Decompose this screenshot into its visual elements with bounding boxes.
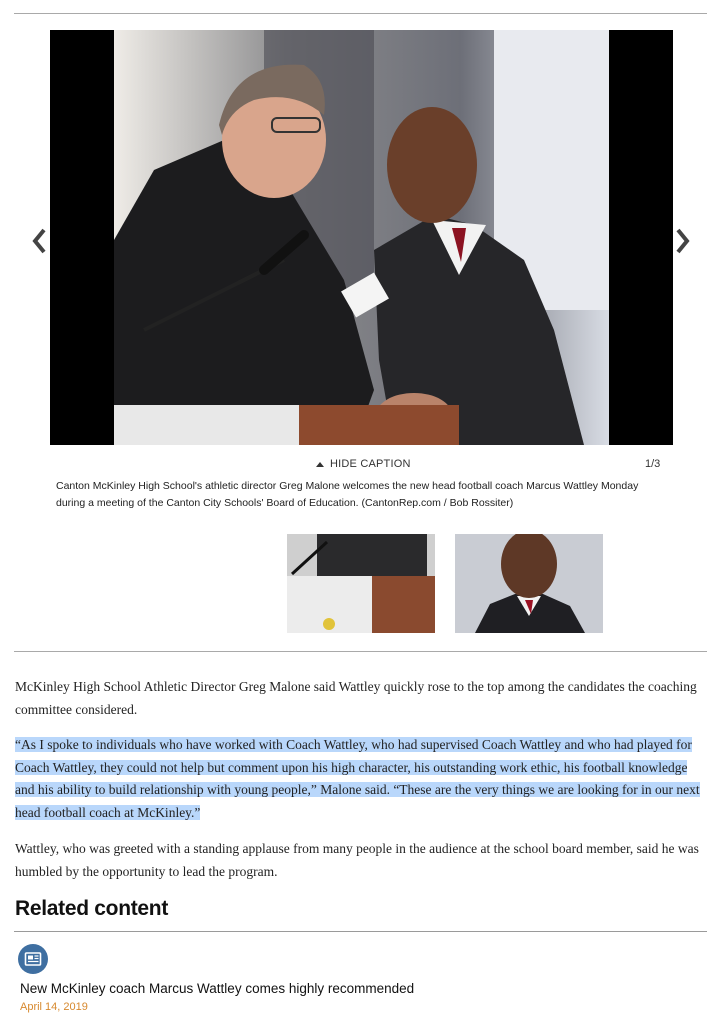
top-divider <box>14 13 707 14</box>
gallery-photo <box>114 30 609 445</box>
gallery-thumbnail-1[interactable] <box>287 534 435 633</box>
section-divider <box>14 651 707 652</box>
article-paragraph: McKinley High School Athletic Director Greg Malone said Wattley quickly rose to the top among the candidates the coaching committee considered. <box>15 679 697 717</box>
newspaper-icon[interactable] <box>18 944 48 974</box>
chevron-right-icon[interactable] <box>672 224 696 258</box>
chevron-left-icon[interactable] <box>28 224 52 258</box>
gallery-main-image[interactable] <box>50 30 673 445</box>
caret-up-icon <box>316 462 324 467</box>
article-quote-paragraph <box>15 734 708 824</box>
related-article-date: April 14, 2019 <box>20 1001 88 1013</box>
hide-caption-button[interactable] <box>316 458 411 470</box>
related-content-heading: Related content <box>15 897 169 920</box>
photo-caption: Canton McKinley High School's athletic director Greg Malone welcomes the new head football coach Marcus Wattley Monday during a meeting of the Canton City Schools' Board of Education. (CantonRep.com / Bob Rossiter) <box>56 480 639 509</box>
related-article-link[interactable]: New McKinley coach Marcus Wattley comes highly recommended <box>20 981 415 996</box>
gallery-thumbnail-2[interactable] <box>455 534 603 633</box>
related-divider <box>14 931 707 932</box>
slide-counter: 1/3 <box>645 458 661 470</box>
article-paragraph: Wattley, who was greeted with a standing applause from many people in the audience at the school board member, said he was humbled by the opportunity to lead the program. <box>15 841 699 879</box>
selected-text-highlight: “As I spoke to individuals who have worked with Coach Wattley, who had supervised Coach Wattley and who had played for Coach Wattley, they could not help but comment upon his high character, his outstanding work ethic, his football knowledge and his ability to build relationship with young people,” Malone said. “These are the very things we are looking for in our next head football coach at McKinley.” <box>15 737 700 820</box>
hide-caption-label: HIDE CAPTION <box>330 458 411 470</box>
